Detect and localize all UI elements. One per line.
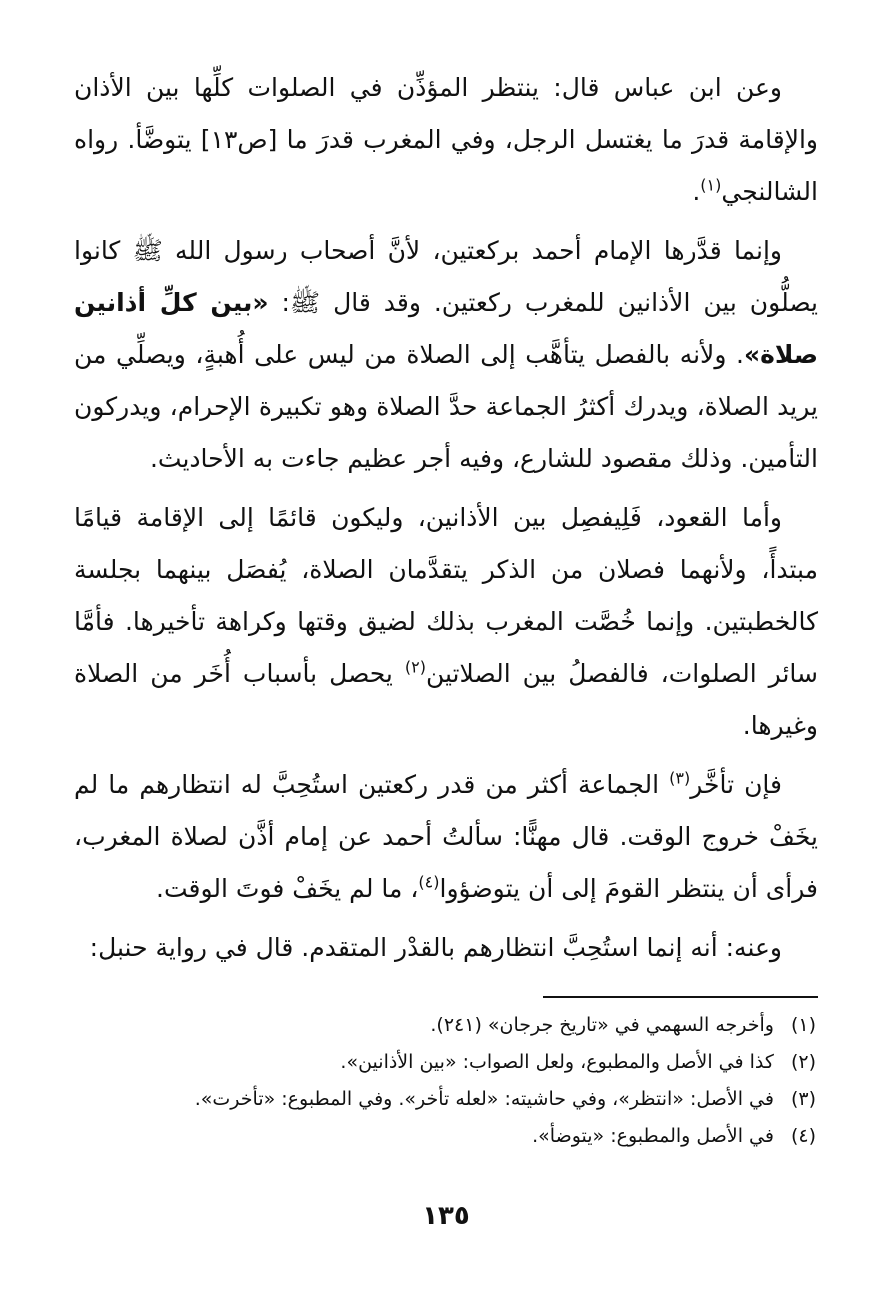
- footnote-text: كذا في الأصل والمطبوع، ولعل الصواب: «بين الأذانين».: [340, 1051, 774, 1073]
- paragraph-4: [74, 759, 818, 915]
- footnote-1: [74, 1007, 816, 1044]
- footnote-4: [74, 1118, 816, 1155]
- paragraph-text: . ولأنه بالفصل يتأهَّب إلى الصلاة من ليس على أُهبةٍ، ويصلِّي من يريد الصلاة، ويدرك أكثرُ الجماعة حدَّ الصلاة وهو تكبيرة الإحرام، ويدركون التأمين. وذلك مقصود للشارع، وفيه أجر عظيم جاءت به الأحاديث.: [74, 340, 818, 473]
- footnote-ref-4: (٤): [418, 872, 440, 892]
- footnote-number: (٢): [790, 1051, 816, 1073]
- paragraph-3: [74, 492, 818, 752]
- footnote-number: (٣): [790, 1088, 816, 1110]
- footnote-text: في الأصل والمطبوع: «يتوضأ».: [532, 1125, 774, 1147]
- paragraph-1: [74, 62, 818, 218]
- paragraph-2: [74, 225, 818, 485]
- paragraph-text: فإن تأخَّر: [690, 770, 782, 799]
- footnotes: [74, 1007, 816, 1155]
- footnote-text: وأخرجه السهمي في «تاريخ جرجان» (٢٤١).: [430, 1014, 774, 1036]
- main-text: [74, 62, 818, 974]
- paragraph-5: [74, 922, 818, 974]
- paragraph-text: وعنه: أنه إنما استُحِبَّ انتظارهم بالقدْر المتقدم. قال في رواية حنبل:: [89, 933, 782, 962]
- footnote-number: (٤): [790, 1125, 816, 1147]
- footnote-text: في الأصل: «انتظر»، وفي حاشيته: «لعله تأخر». وفي المطبوع: «تأخرت».: [194, 1088, 774, 1110]
- hadith-quote: «بين كلِّ أذانين صلاة»: [74, 288, 818, 369]
- paragraph-text: ، ما لم يخَفْ فوتَ الوقت.: [156, 874, 419, 903]
- page-number: ١٣٥: [422, 1201, 470, 1231]
- footnote-separator: [543, 996, 818, 998]
- paragraph-text: يحصل بأسباب أُخَر من الصلاة وغيرها.: [74, 659, 818, 740]
- paragraph-text: وأما القعود، فَلِيفصِل بين الأذانين، وليكون قائمًا إلى الإقامة قيامًا مبتدأً، ولأنهما فصلان من الذكر يتقدَّمان الصلاة، يُفصَل بينهما بجلسة كالخطبتين. وإنما خُصَّت المغرب بذلك لضيق وقتها وكراهة تأخيرها. فأمَّا سائر الصلوات، فالفصلُ بين الصلاتين: [74, 503, 818, 688]
- footnote-ref-2: (٢): [404, 657, 426, 677]
- footnote-ref-3: (٣): [669, 768, 691, 788]
- footnote-2: [74, 1044, 816, 1081]
- footnote-number: (١): [790, 1014, 816, 1036]
- paragraph-text: الجماعة أكثر من قدر ركعتين استُحِبَّ له انتظارهم ما لم يخَفْ خروج الوقت. قال مهنًّا: سألتُ أحمد عن إمام أذَّن لصلاة المغرب، فرأى أن ينتظر القومَ إلى أن يتوضؤوا: [74, 770, 818, 903]
- paragraph-text: وإنما قدَّرها الإمام أحمد بركعتين، لأنَّ أصحاب رسول الله ﷺ كانوا يصلُّون بين الأذانين للمغرب ركعتين. وقد قال ﷺ:: [74, 236, 818, 317]
- footnote-3: [74, 1081, 816, 1118]
- footnote-ref-1: (١): [700, 175, 722, 195]
- paragraph-text: وعن ابن عباس قال: ينتظر المؤذِّن في الصلوات كلِّها بين الأذان والإقامة قدرَ ما يغتسل الرجل، وفي المغرب قدرَ ما [ص١٣] يتوضَّأ. رواه الشالنجي: [74, 73, 819, 206]
- paragraph-text: .: [692, 177, 701, 206]
